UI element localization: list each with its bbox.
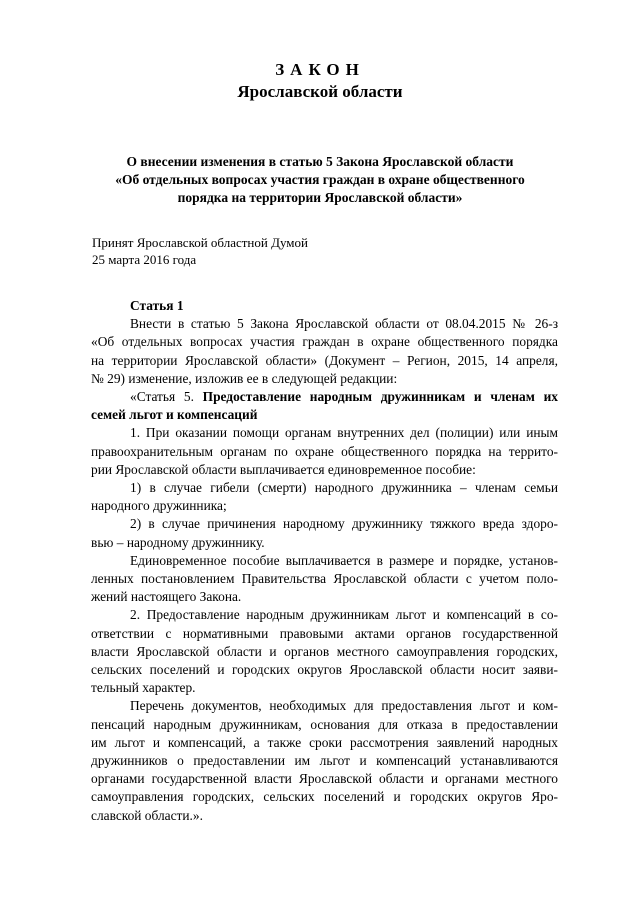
paragraph-line: Единовременное пособие выплачивается в размере и порядке, установ- — [130, 552, 558, 568]
statya-title-line: семей льгот и компенсаций — [91, 407, 258, 423]
intro-line: на территории Ярославской области» (Документ – Регион, 2015, 14 апреля, — [91, 352, 558, 368]
paragraph-line: органами государственной власти Ярославской области и органами местного — [91, 771, 558, 787]
adopted-by: Принят Ярославской областной Думой — [92, 235, 308, 250]
paragraph-line: им льгот и компенсаций, а также сроки рассмотрения заявлений народных — [91, 734, 558, 750]
intro-line: Внести в статью 5 Закона Ярославской области от 08.04.2015 № 26-з — [130, 316, 558, 332]
paragraph-line: народного дружинника; — [91, 498, 227, 514]
paragraph-line: тельный характер. — [91, 680, 196, 696]
paragraph-line: власти Ярославской области и органов местного самоуправления городских, — [91, 643, 558, 659]
paragraph-line: славской области.». — [91, 807, 203, 823]
title-line: «Об отдельных вопросах участия граждан в охране общественного — [115, 172, 525, 187]
statya-title-line — [91, 388, 558, 406]
paragraph-line: 1) в случае гибели (смерти) народного дружинника – членам семьи — [130, 480, 558, 496]
law-heading: ЗАКОН — [275, 60, 365, 79]
adoption-info — [92, 234, 308, 268]
adopted-date: 25 марта 2016 года — [92, 252, 197, 267]
paragraph-line: Перечень документов, необходимых для предоставления льгот и ком- — [130, 698, 558, 714]
article-heading: Статья 1 — [130, 298, 184, 313]
statya-prefix: «Статья 5. — [130, 389, 194, 405]
intro-line: «Об отдельных вопросах участия граждан в охране общественного порядка — [91, 334, 558, 350]
paragraph-line: 2) в случае причинения народному дружиннику тяжкого вреда здоро- — [130, 516, 558, 532]
paragraph-line: ленных постановлением Правительства Ярославской области с учетом поло- — [91, 571, 558, 587]
paragraph-line: жений настоящего Закона. — [91, 589, 242, 605]
paragraph-line: самоуправления городских, сельских поселений и городских округов Яро- — [91, 789, 558, 805]
title-line: О внесении изменения в статью 5 Закона Ярославской области — [126, 154, 514, 169]
title-line: порядка на территории Ярославской области» — [177, 190, 463, 205]
paragraph-line: дружинников о предоставлении им льгот и компенсаций устанавливаются — [91, 753, 558, 769]
paragraph-line: ответствии с нормативными правовыми актами органов государственной — [91, 625, 558, 641]
law-region: Ярославской области — [237, 82, 403, 101]
intro-line: № 29) изменение, изложив ее в следующей редакции: — [91, 370, 398, 386]
statya-title: Предоставление народным дружинникам и членам их — [202, 389, 558, 405]
paragraph-line: пенсаций народным дружинникам, основания для отказа в предоставлении — [91, 716, 558, 732]
article-body — [91, 297, 558, 825]
paragraph-line: 2. Предоставление народным дружинникам льгот и компенсаций в со- — [130, 607, 558, 623]
paragraph-line: рии Ярославской области выплачивается единовременное пособие: — [91, 461, 476, 477]
paragraph-line: 1. При оказании помощи органам внутренних дел (полиции) или иным — [130, 425, 558, 441]
paragraph-line: вью – народному дружиннику. — [91, 534, 265, 550]
law-title — [100, 153, 540, 207]
paragraph-line: сельских поселений и городских округов Ярославской области носит заяви- — [91, 662, 558, 678]
paragraph-line: правоохранительным органам по охране общественного порядка на террито- — [91, 443, 558, 459]
